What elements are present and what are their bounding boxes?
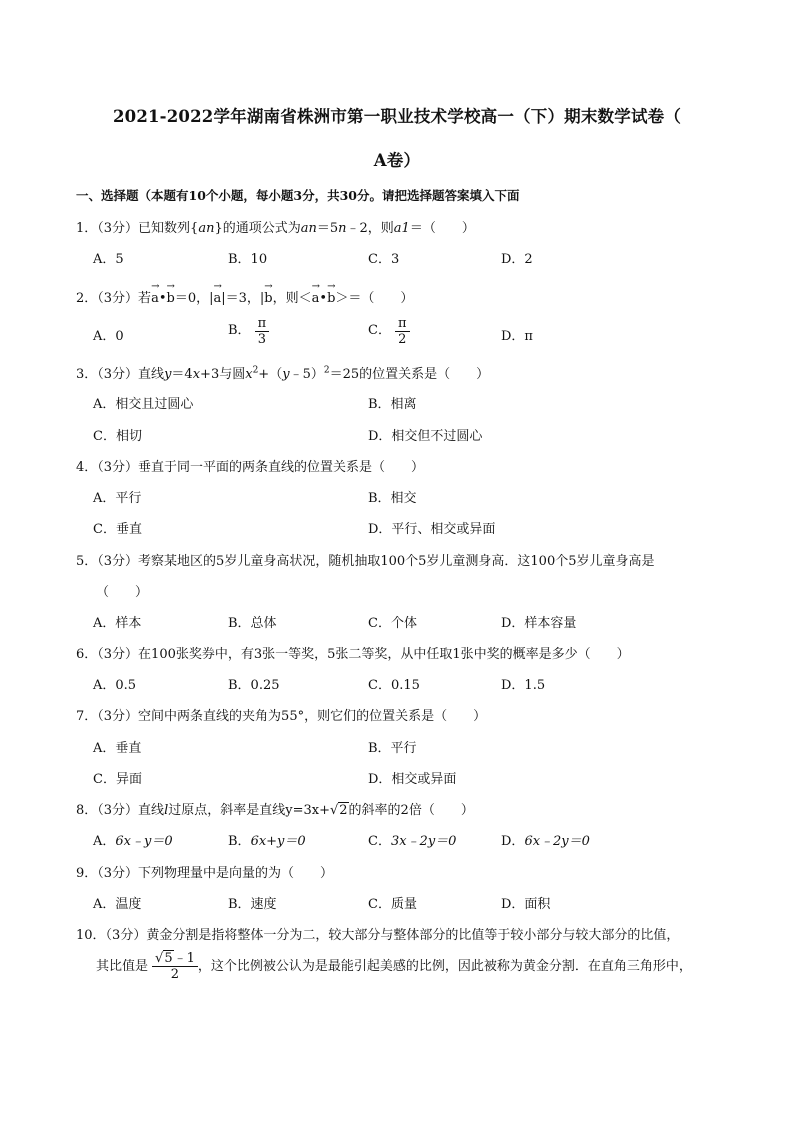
question-10-stem: 10．（3分）黄金分割是指将整体一分为二，较大部分与整体部分的比值等于较小部分与较大部分的比值， [76, 928, 680, 943]
option-d: D．2 [501, 252, 533, 267]
option-a: A．垂直 [93, 741, 142, 756]
question-4-options-row1 [93, 487, 733, 507]
option-a: A．0 [93, 329, 124, 344]
question-7-options-row2 [93, 768, 733, 788]
question-3-options-row1 [93, 393, 733, 413]
option-a: A．0.5 [93, 678, 137, 693]
question-9-stem: 9．（3分）下列物理量中是向量的为（ ） [76, 866, 334, 881]
option-b: B．0.25 [228, 678, 280, 693]
option-c: C．垂直 [93, 522, 142, 537]
question-2-stem: 2．（3分）若→ a•→ b＝0，|→ a|＝3，|→ b，则＜→ a•→ b＞＝（ ） [76, 287, 413, 306]
option-b: B．6x+y＝0 [228, 834, 306, 849]
option-c: C．3x﹣2y＝0 [368, 834, 457, 849]
option-b: B．相交 [368, 491, 417, 506]
question-6-stem: 6．（3分）在100张奖券中，有3张一等奖，5张二等奖，从中任取1张中奖的概率是多少（ ） [76, 647, 630, 662]
option-d: D．样本容量 [501, 616, 577, 631]
question-7-stem: 7．（3分）空间中两条直线的夹角为55°，则它们的位置关系是（ ） [76, 709, 487, 724]
option-d: D．面积 [501, 897, 551, 912]
option-b: B．10 [228, 252, 268, 267]
option-a: A．相交且过圆心 [93, 397, 194, 412]
option-d: D．相交但不过圆心 [368, 429, 483, 444]
question-2-options [93, 316, 733, 352]
question-6-options [93, 674, 733, 694]
option-b: B．速度 [228, 897, 277, 912]
question-3-stem: 3．（3分）直线y＝4x+3与圆$x^2+(y﹣5)^2=25$的位置关系是（ ） [76, 365, 490, 382]
question-4-options-row2 [93, 518, 733, 538]
question-4-stem: 4．（3分）垂直于同一平面的两条直线的位置关系是（ ） [76, 460, 425, 475]
option-a: A．5 [93, 252, 124, 267]
option-d: D．π [501, 329, 533, 344]
question-8-stem: 8．（3分）直线l过原点，斜率是直线y=3x+√2的斜率的2倍（ ） [76, 803, 474, 818]
question-5-stem-continued: （ ） [96, 585, 149, 600]
option-c: C． $\frac{\pi}{2}$ [368, 316, 410, 347]
exam-title-line2: A卷） [373, 151, 421, 170]
exam-title-line1: 2021-2022学年湖南省株洲市第一职业技术学校高一（下）期末数学试卷（ [112, 107, 682, 126]
option-a: A．温度 [93, 897, 142, 912]
question-5-stem: 5．（3分）考察某地区的5岁儿童身高状况，随机抽取100个5岁儿童测身高．这100个5岁儿童身高是 [76, 554, 655, 569]
golden-ratio-fraction: $\frac{√5﹣1}{2}$ [152, 951, 198, 982]
question-1-options [93, 248, 733, 268]
option-a: A．样本 [93, 616, 142, 631]
question-3-options-row2 [93, 425, 733, 445]
option-b: B．相离 [368, 397, 417, 412]
option-b: B． $\frac{\pi}{3}$ [228, 316, 269, 347]
question-8-options [93, 830, 733, 850]
question-10-stem-continued: 其比值是 $\frac{√5﹣1}{2}$ ，这个比例被公认为是最能引起美感的比例，因此被称为黄金分割．在直角三角形中， [96, 951, 692, 982]
option-d: D．1.5 [501, 678, 546, 693]
option-d: D．相交或异面 [368, 772, 457, 787]
option-c: C．3 [368, 252, 400, 267]
option-c: C．异面 [93, 772, 142, 787]
section-heading: 一、选择题（本题有10个小题，每小题3分，共30分。请把选择题答案填入下面 [76, 188, 520, 203]
option-c: C．0.15 [368, 678, 420, 693]
option-d: D．6x﹣2y＝0 [501, 834, 590, 849]
option-c: C．个体 [368, 616, 417, 631]
question-5-options [93, 612, 733, 632]
option-a: A．6x﹣y＝0 [93, 834, 173, 849]
option-a: A．平行 [93, 491, 142, 506]
question-7-options-row1 [93, 737, 733, 757]
option-d: D．平行、相交或异面 [368, 522, 496, 537]
question-1-stem: 1．（3分）已知数列{an}的通项公式为an＝5n﹣2，则a1＝（ ） [76, 221, 475, 236]
option-b: B．平行 [368, 741, 417, 756]
question-9-options [93, 893, 733, 913]
option-b: B．总体 [228, 616, 277, 631]
option-c: C．相切 [93, 429, 142, 444]
option-c: C．质量 [368, 897, 417, 912]
